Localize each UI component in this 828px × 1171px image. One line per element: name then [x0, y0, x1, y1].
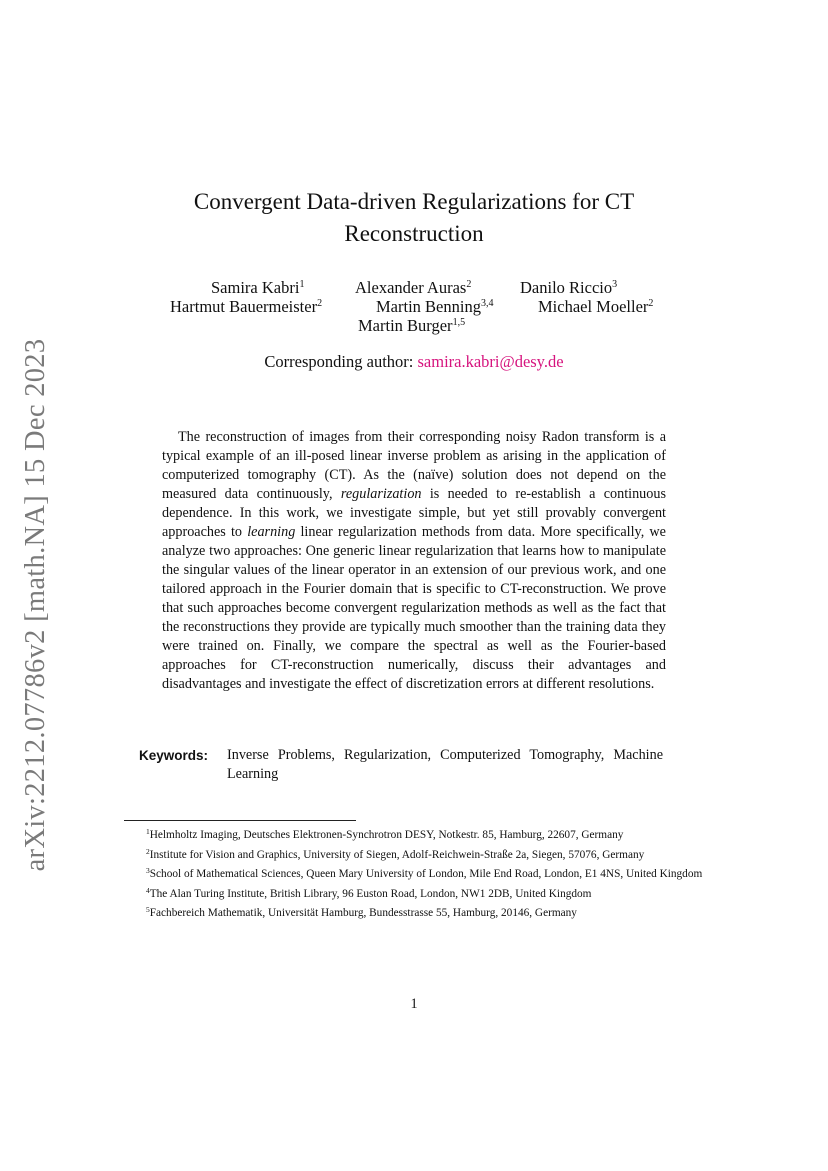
author-affiliation-mark: 1,5 [452, 317, 466, 328]
author-name: Danilo Riccio [520, 278, 613, 297]
footnote [124, 883, 706, 903]
corresponding-author-email-link[interactable]: samira.kabri@desy.de [417, 352, 564, 371]
author-4 [170, 297, 322, 317]
keywords [139, 746, 663, 784]
author-affiliation-mark: 2 [648, 298, 654, 309]
author-name: Samira Kabri [211, 278, 300, 297]
footnote-mark: 4 [146, 885, 150, 895]
abstract-emphasis: learning [247, 524, 296, 540]
keywords-text: Inverse Problems, Regularization, Computerized Tomography, Machine Learning [227, 747, 663, 782]
keywords-label: Keywords: [139, 748, 209, 763]
author-name: Michael Moeller [538, 297, 649, 316]
footnote [124, 824, 706, 844]
author-6 [538, 297, 653, 317]
abstract-text: is needed to re-establish a continuous dependence. In this work, we investigate simple, but yet still provably convergent approaches to [162, 486, 666, 540]
abstract-text: The reconstruction of images from their corresponding noisy Radon transform is a typical example of an ill-posed linear inverse problem as arising in the application of computerized tomography (CT). As the (naïve) solution does not depend on the measured data continuously, [162, 429, 666, 502]
author-name: Martin Burger [358, 316, 453, 335]
corresponding-author [0, 352, 828, 372]
author-affiliation-mark: 2 [317, 298, 323, 309]
arxiv-identifier-stamp [16, 338, 56, 872]
author-affiliation-mark: 3 [612, 279, 618, 290]
author-5 [376, 297, 493, 317]
footnote-mark: 2 [146, 846, 150, 856]
author-name: Hartmut Bauermeister [170, 297, 318, 316]
footnote-mark: 5 [146, 905, 150, 915]
author-3 [520, 278, 617, 298]
footnote-divider [124, 820, 356, 821]
author-7 [358, 316, 465, 336]
footnote [124, 844, 706, 864]
page-number: 1 [410, 996, 418, 1012]
footnote-text: Institute for Vision and Graphics, University of Siegen, Adolf-Reichwein-Straße 2a, Siegen, 57076, Germany [149, 848, 645, 861]
abstract-emphasis: regularization [340, 486, 422, 502]
abstract-text: linear regularization methods from data. More specifically, we analyze two approaches: One generic linear regularization that learns how to manipulate the singular values of the linear operator in an extension of our previous work, and one tailored approach in the Fourier domain that is specific to CT-reconstruction. We prove that such approaches become convergent regularization methods as well as the fact that the reconstructions they provide are typically much smoother than the training data they were trained on. Finally, we compare the spectral as well as the Fourier-based approaches for CT-reconstruction numerically, discuss their advantages and disadvantages and investigate the effect of discretization errors at different resolutions. [162, 524, 666, 692]
author-affiliation-mark: 1 [299, 279, 305, 290]
footnote-text: The Alan Turing Institute, British Library, 96 Euston Road, London, NW1 2DB, United Kingdom [149, 887, 592, 900]
abstract [162, 428, 666, 694]
paper-title: Convergent Data-driven Regularizations for CT Reconstruction [193, 189, 635, 246]
author-affiliation-mark: 2 [466, 279, 472, 290]
author-1 [211, 278, 304, 298]
author-affiliation-mark: 3,4 [480, 298, 494, 309]
author-name: Martin Benning [376, 297, 481, 316]
arxiv-identifier-text: arXiv:2212.07786v2 [math.NA] 15 Dec 2023 [20, 338, 51, 872]
footnote-mark: 1 [146, 827, 150, 836]
footnote-mark: 3 [146, 866, 150, 876]
footnotes [124, 824, 706, 922]
author-2 [355, 278, 471, 298]
footnote-text: Fachbereich Mathematik, Universität Hamburg, Bundesstrasse 55, Hamburg, 20146, Germany [149, 907, 577, 920]
author-name: Alexander Auras [355, 278, 467, 297]
footnote-text: Helmholtz Imaging, Deutsches Elektronen-Synchrotron DESY, Notkestr. 85, Hamburg, 22607, Germany [149, 829, 624, 841]
footnote [124, 863, 706, 883]
footnote-text: School of Mathematical Sciences, Queen Mary University of London, Mile End Road, London, E1 4NS, United Kingdom [149, 868, 703, 881]
footnote [124, 902, 706, 922]
corresponding-author-label: Corresponding author: [264, 352, 414, 371]
